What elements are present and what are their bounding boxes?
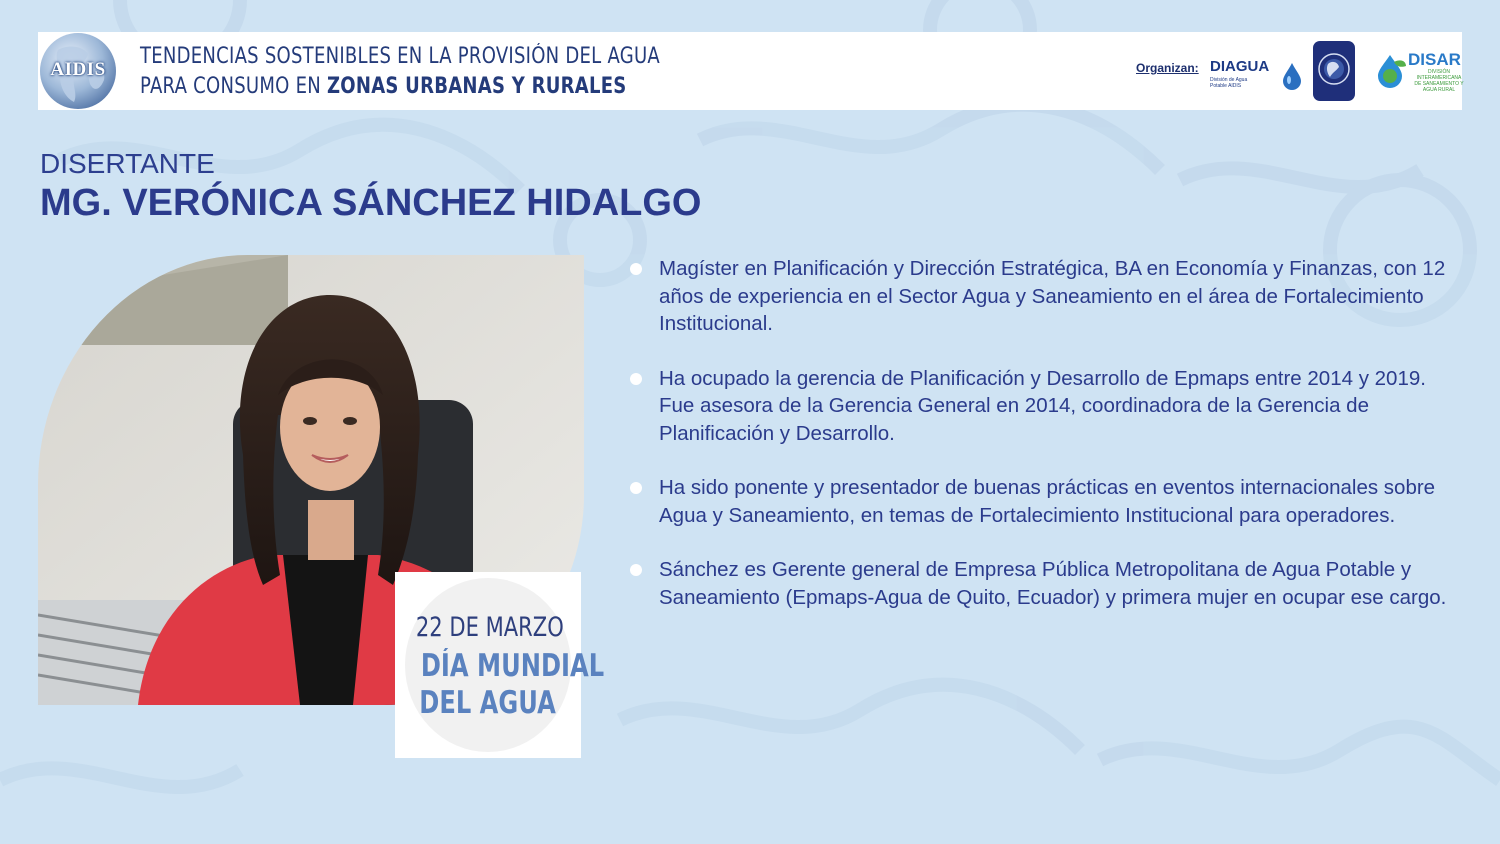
bio-item xyxy=(630,365,1460,448)
event-date-card xyxy=(395,572,605,758)
disar-logo-text: DISAR xyxy=(1408,50,1461,69)
bio-item xyxy=(630,255,1460,338)
event-title-line2-bold: ZONAS URBANAS Y RURALES xyxy=(326,74,627,99)
event-name-line1 xyxy=(395,648,605,684)
event-date xyxy=(395,612,581,643)
bio-item-text: Ha ocupado la gerencia de Planificación y Desarrollo de Epmaps entre 2014 y 2019. Fue asesora de la Gerencia General en 2014, coordinadora de la Gerencia de Planificación y Desarrollo. xyxy=(659,366,1426,445)
bio-item-text: Magíster en Planificación y Dirección Estratégica, BA en Economía y Finanzas, con 12 años de experiencia en el Sector Agua y Saneamiento en el área de Fortalecimiento Institucional. xyxy=(659,257,1446,335)
event-title-line2-prefix: PARA CONSUMO EN xyxy=(140,74,327,99)
header-banner xyxy=(38,32,1462,110)
speaker-name: MG. VERÓNICA SÁNCHEZ HIDALGO xyxy=(40,182,702,224)
bio-item xyxy=(630,474,1460,529)
aidis-seal-logo xyxy=(1312,40,1356,102)
organizers-label: Organizan: xyxy=(1136,61,1199,75)
water-drop-icon xyxy=(1282,62,1302,90)
speaker-label: DISERTANTE xyxy=(40,148,215,179)
diagua-logo-subtitle: División de Agua Potable AIDIS xyxy=(1210,77,1248,89)
event-name-line2 xyxy=(395,685,581,721)
event-name-line1-text: DÍA MUNDIAL xyxy=(420,648,605,684)
bio-item-text: Sánchez es Gerente general de Empresa Pública Metropolitana de Agua Potable y Saneamiento (Epmaps-Agua de Quito, Ecuador) y primera mujer en ocupar ese cargo. xyxy=(659,558,1447,609)
event-date-text: 22 DE MARZO xyxy=(415,612,564,643)
bio-item xyxy=(630,556,1460,611)
disar-drop-leaf-icon xyxy=(1372,52,1408,88)
diagua-logo xyxy=(1208,52,1303,94)
bullet-dot-icon xyxy=(630,263,642,275)
disar-logo-subtitle: DIVISIÓN INTERAMERICANA DE SANEAMIENTO Y AGUA RURAL xyxy=(1414,69,1464,93)
bullet-dot-icon xyxy=(630,482,642,494)
event-title-line2 xyxy=(140,74,627,99)
speaker-bio-list xyxy=(630,255,1460,638)
bullet-dot-icon xyxy=(630,373,642,385)
aidis-logo-text: AIDIS xyxy=(50,59,106,80)
disar-logo xyxy=(1372,50,1462,94)
diagua-logo-text: DIAGUA xyxy=(1210,58,1270,75)
bio-item-text: Ha sido ponente y presentador de buenas prácticas en eventos internacionales sobre Agua y Saneamiento, en temas de Fortalecimiento Institucional para operadores. xyxy=(659,476,1436,527)
event-title-line1: TENDENCIAS SOSTENIBLES EN LA PROVISIÓN DEL AGUA xyxy=(140,44,660,69)
bullet-dot-icon xyxy=(630,564,642,576)
event-name-line2-text: DEL AGUA xyxy=(419,685,557,721)
